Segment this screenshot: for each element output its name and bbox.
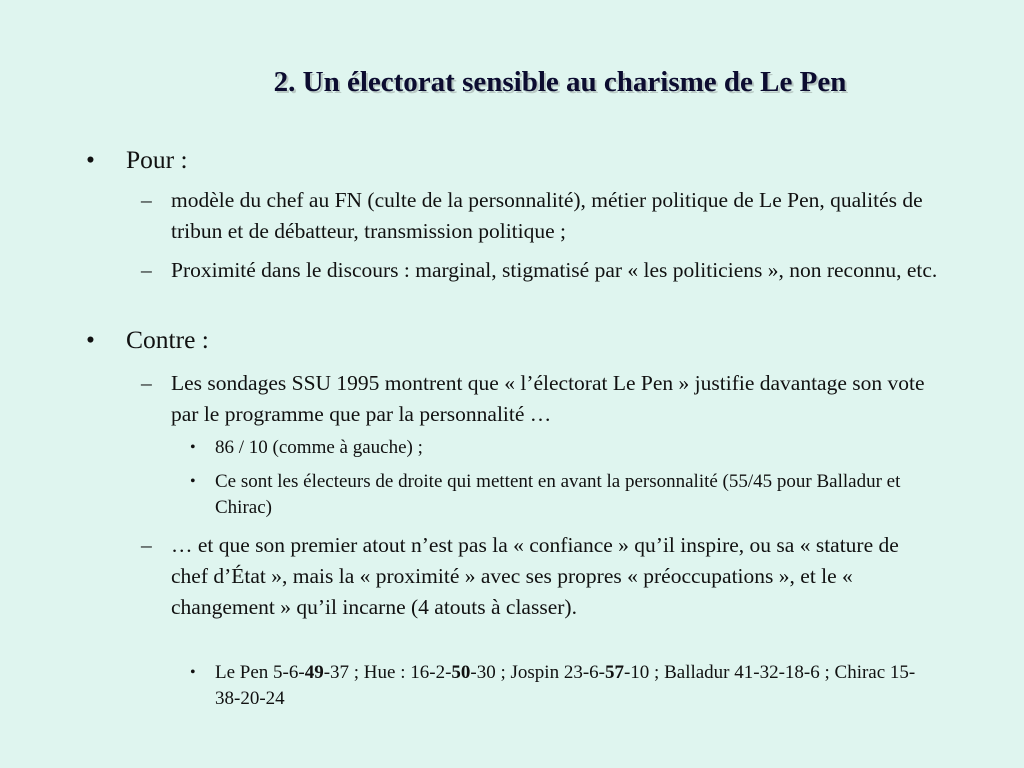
contre-item-1: [141, 368, 941, 430]
bullet-icon: •: [190, 473, 196, 490]
dash-icon: –: [141, 371, 152, 395]
sub-item-text: Ce sont les électeurs de droite qui mettent en avant la personnalité (55/45 pour Balladur et Chirac): [215, 471, 901, 518]
bullet-icon: •: [190, 439, 196, 456]
dash-icon: –: [141, 533, 152, 557]
bullet-icon: •: [190, 664, 196, 681]
emphasis: 57: [604, 662, 624, 683]
slide-title: 2. Un électorat sensible au charisme de Le Pen: [273, 66, 847, 98]
contre-item-1-sub-2: [190, 469, 935, 521]
pour-item-1: [141, 185, 941, 247]
contre-item-1-sub-1: [190, 435, 935, 461]
pour-label: Pour :: [126, 145, 188, 174]
emphasis: 50: [451, 662, 471, 683]
pour-item-1-text: modèle du chef au FN (culte de la personnalité), métier politique de Le Pen, qualités de tribun et de débatteur, transmission politique ;: [171, 188, 923, 243]
contre-label: Contre :: [126, 325, 209, 354]
pour-item-2-text: Proximité dans le discours : marginal, stigmatisé par « les politiciens », non reconnu, etc.: [171, 258, 938, 282]
sub-item-text: Le Pen 5-6-49-37 ; Hue : 16-2-50-30 ; Jospin 23-6-57-10 ; Balladur 41-32-18-6 ; Chirac 15-38-20-24: [215, 662, 916, 709]
pour-item-2: [141, 255, 941, 286]
sub-item-text: 86 / 10 (comme à gauche) ;: [215, 437, 423, 458]
dash-icon: –: [141, 188, 152, 212]
emphasis: 49: [304, 662, 324, 683]
dash-icon: –: [141, 258, 152, 282]
contre-item-1-text: Les sondages SSU 1995 montrent que « l’électorat Le Pen » justifie davantage son vote par le programme que par la personnalité …: [171, 371, 925, 426]
bullet-icon: •: [86, 325, 95, 354]
bullet-icon: •: [86, 145, 95, 174]
contre-item-2: [141, 530, 941, 623]
contre-item-2-text: … et que son premier atout n’est pas la « confiance » qu’il inspire, ou sa « stature de chef d’État », mais la « proximité » avec ses propres « préoccupations », et le « changement » qu’il incarne (4 atouts à classer).: [171, 533, 899, 619]
contre-item-2-sub-1: [190, 660, 935, 712]
